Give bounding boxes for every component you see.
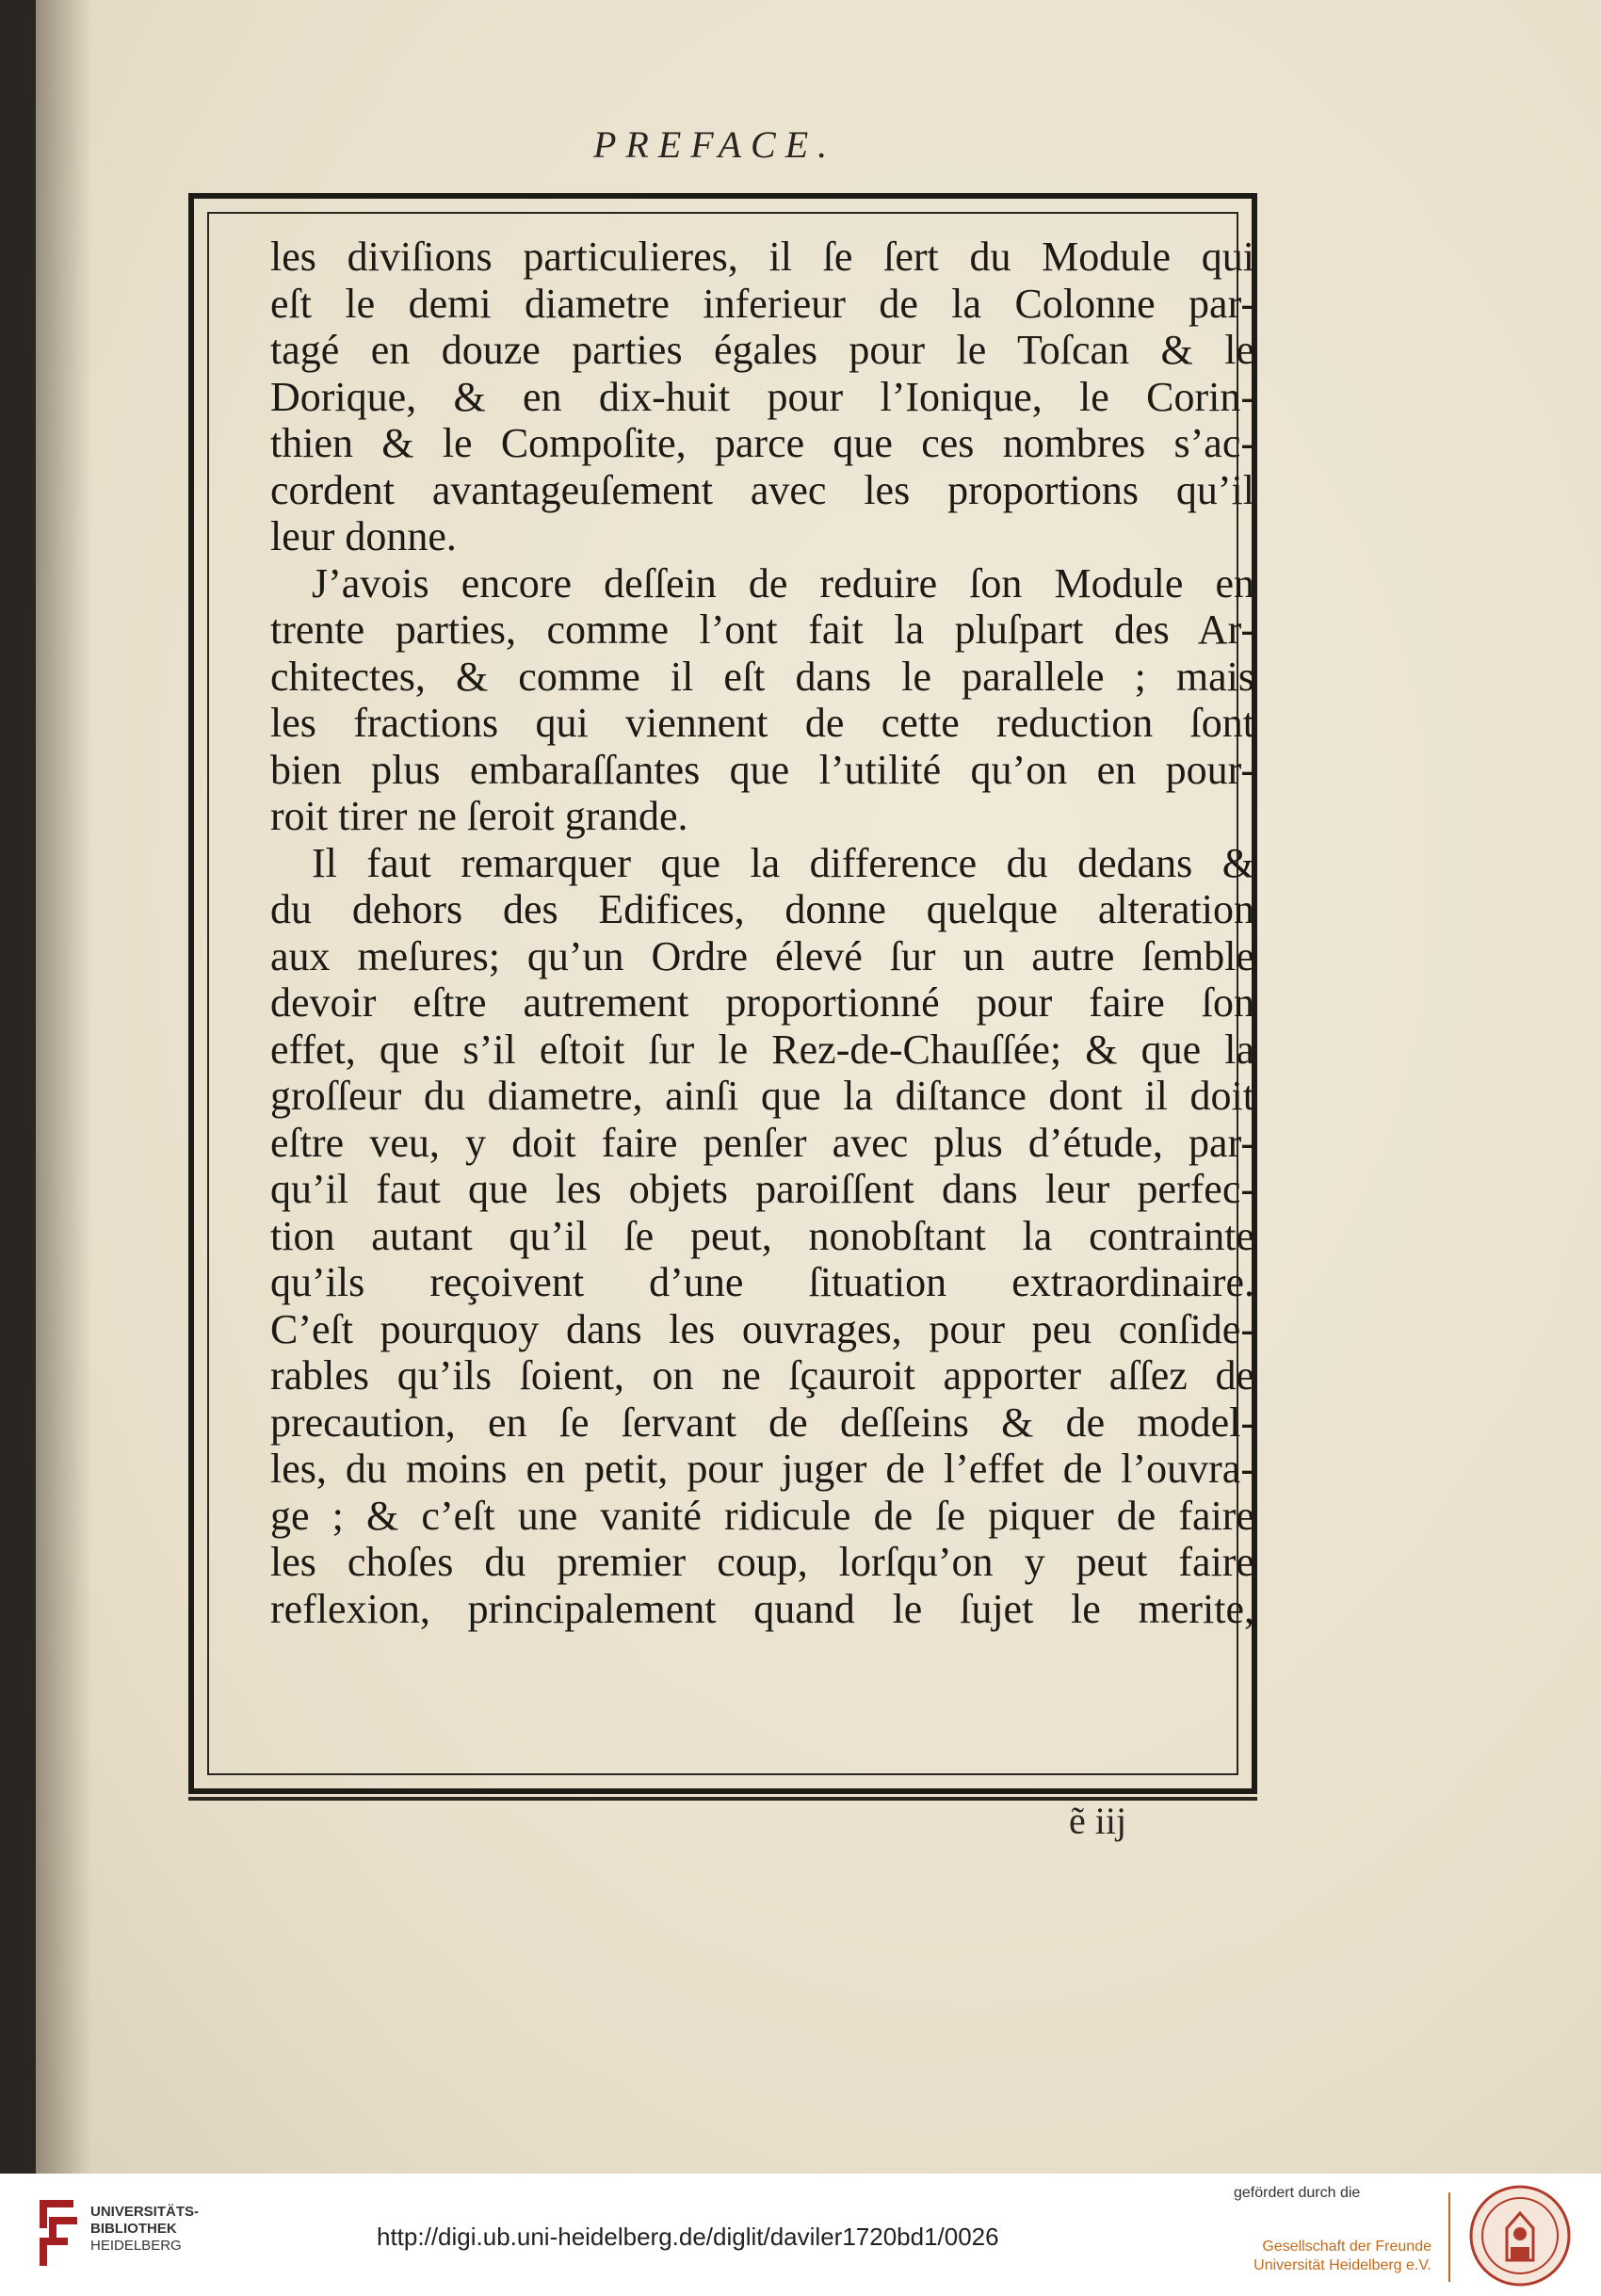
sponsor-name-line: Gesellschaft der Freunde [1262, 2239, 1431, 2255]
university-library-logo-icon [36, 2191, 81, 2275]
text-line: C’eſt pourquoy dans les ouvrages, pour peu conſide- [270, 1305, 1254, 1352]
text-line: aux meſures; qu’un Ordre élevé ſur un autre ſemble [270, 932, 1254, 979]
running-head: PREFACE. [593, 123, 837, 166]
text-line: bien plus embaraſſantes que l’utilité qu’on en pour- [270, 746, 1254, 793]
text-line: les choſes du premier coup, lorſqu’on y peut faire [270, 1539, 1254, 1585]
text-line: Il faut remarquer que la difference du dedans & [312, 839, 1254, 886]
text-line: thien & le Compoſite, parce que ces nombres s’ac- [270, 420, 1254, 466]
funded-by-label: gefördert durch die [1234, 2185, 1361, 2201]
text-line: eſtre veu, y doit faire penſer avec plus d’étude, par- [270, 1119, 1254, 1166]
text-line: J’avois encore deſſein de reduire ſon Module en [312, 559, 1254, 606]
footer-bar [0, 2174, 1601, 2296]
text-line: precaution, en ſe ſervant de deſſeins & de model- [270, 1399, 1254, 1446]
text-line: les fractions qui viennent de cette reduction ſont [270, 700, 1254, 746]
text-line: tagé en douze parties égales pour le Toſcan & le [270, 327, 1254, 373]
library-name-line: BIBLIOTHEK [90, 2221, 177, 2237]
text-line: devoir eſtre autrement proportionné pour faire ſon [270, 979, 1254, 1026]
text-line: ge ; & c’eſt une vanité ridicule de ſe piquer de faire [270, 1492, 1254, 1539]
text-line: roit tirer ne ſeroit grande. [270, 793, 688, 839]
text-line: effet, que s’il eſtoit ſur le Rez-de-Chauſſée; & que la [270, 1026, 1254, 1073]
sponsor-name [1234, 2238, 1431, 2275]
library-name-line: HEIDELBERG [90, 2238, 182, 2254]
sponsor-name-line: Universität Heidelberg e.V. [1253, 2257, 1431, 2273]
text-line: du dehors des Edifices, donne quelque alteration [270, 886, 1254, 932]
university-seal-icon [1469, 2185, 1571, 2287]
text-line: groſſeur du diametre, ainſi que la diſtance dont il doit [270, 1073, 1254, 1119]
library-name-line: UNIVERSITÄTS- [90, 2204, 200, 2220]
text-line: Dorique, & en dix-huit pour l’Ionique, le Corin- [270, 373, 1254, 420]
text-line: qu’ils reçoivent d’une ſituation extraordinaire. [270, 1259, 1254, 1305]
signature-mark: ẽ iij [1069, 1800, 1127, 1842]
body-text [270, 234, 1254, 1632]
spine-shadow [36, 0, 92, 2174]
text-line: eſt le demi diametre inferieur de la Colonne par- [270, 280, 1254, 327]
text-line: reflexion, principalement quand le ſujet le merite, [270, 1585, 1254, 1632]
text-line: rables qu’ils ſoient, on ne ſçauroit apporter aſſez de [270, 1352, 1254, 1399]
text-line: leur donne. [270, 513, 457, 559]
text-line: les diviſions particulieres, il ſe ſert du Module qui [270, 234, 1254, 280]
text-line: trente parties, comme l’ont fait la pluſpart des Ar- [270, 606, 1254, 653]
text-line: les, du moins en petit, pour juger de l’effet de l’ouvra- [270, 1446, 1254, 1492]
library-name [90, 2204, 199, 2255]
text-line: chitectes, & comme il eſt dans le parallele ; mais [270, 653, 1254, 700]
text-line: tion autant qu’il ſe peut, nonobſtant la contrainte [270, 1212, 1254, 1259]
text-line: cordent avantageuſement avec les proportions qu’il [270, 466, 1254, 513]
footer-divider [1448, 2192, 1450, 2282]
permalink-url[interactable]: http://digi.ub.uni-heidelberg.de/diglit/daviler1720bd1/0026 [377, 2223, 999, 2251]
text-line: qu’il faut que les objets paroiſſent dans leur perfec- [270, 1166, 1254, 1212]
